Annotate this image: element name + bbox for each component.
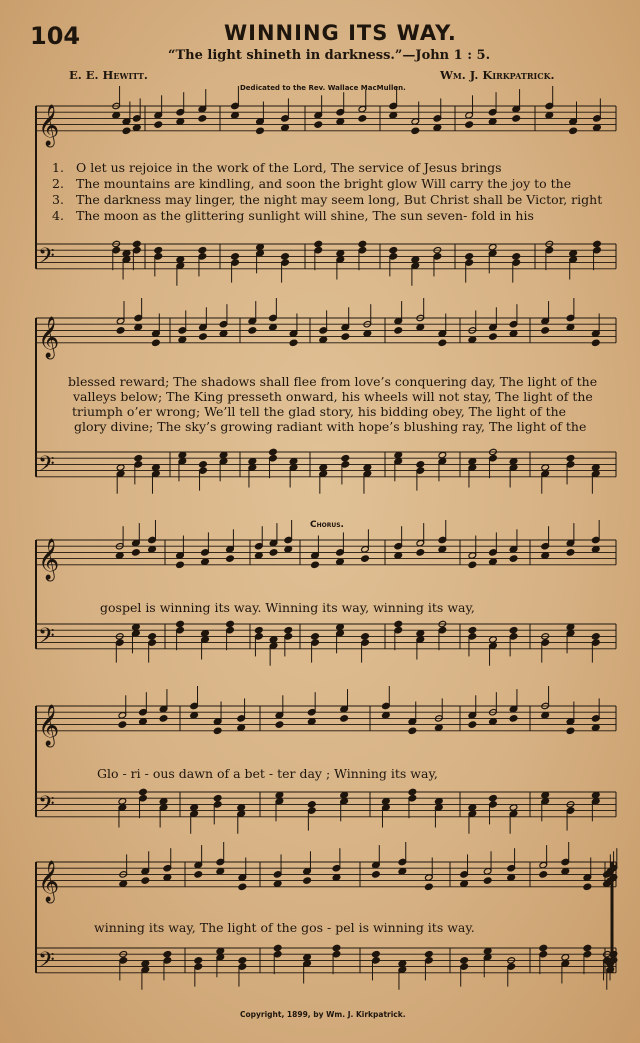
- note-head: [190, 712, 199, 719]
- note-head: [507, 874, 516, 881]
- note-head: [275, 721, 284, 728]
- note-head: [566, 549, 575, 556]
- note-head: [255, 552, 264, 559]
- note-head: [435, 724, 444, 731]
- note-head: [256, 243, 265, 250]
- note-head: [178, 451, 187, 458]
- note-head: [539, 944, 548, 951]
- note-head: [372, 871, 381, 878]
- note-head: [408, 727, 417, 734]
- note-head: [394, 620, 403, 627]
- verse-1-continuation: blessed reward; The shadows shall flee from love’s conquering day, The light of the: [68, 374, 598, 389]
- note-head: [154, 121, 163, 128]
- note-head: [591, 546, 600, 553]
- note-head: [269, 324, 278, 331]
- note-head: [509, 627, 518, 634]
- note-head: [152, 464, 161, 471]
- note-head: [141, 960, 150, 967]
- note-head: [237, 804, 246, 811]
- note-head: [118, 798, 127, 805]
- note-head: [566, 324, 575, 331]
- dedication-line: Dedicated to the Rev. Wallace MacMullen.: [240, 84, 406, 92]
- note-head: [593, 124, 602, 131]
- note-head: [201, 558, 210, 565]
- note-head: [311, 633, 320, 640]
- note-head: [489, 718, 498, 725]
- page-number: 104: [30, 22, 81, 50]
- note-head: [134, 324, 143, 331]
- note-head: [152, 339, 161, 346]
- note-head: [416, 549, 425, 556]
- note-head: [489, 636, 498, 643]
- note-head: [115, 552, 124, 559]
- note-head: [460, 957, 469, 964]
- note-head: [394, 552, 403, 559]
- note-head: [314, 240, 323, 247]
- note-head: [226, 620, 235, 627]
- note-head: [433, 124, 442, 131]
- lyricist-credit: E. E. Hewitt.: [69, 68, 148, 82]
- note-head: [341, 333, 350, 340]
- note-head: [541, 464, 550, 471]
- note-head: [489, 558, 498, 565]
- note-head: [398, 960, 407, 967]
- note-head: [281, 124, 290, 131]
- note-head: [178, 336, 187, 343]
- note-head: [311, 561, 320, 568]
- note-head: [591, 339, 600, 346]
- note-head: [163, 874, 172, 881]
- clef-glyph: 𝄞: [38, 104, 60, 146]
- note-head: [176, 118, 185, 125]
- note-head: [201, 630, 210, 637]
- note-head: [289, 458, 298, 465]
- note-head: [255, 627, 264, 634]
- note-head: [132, 240, 141, 247]
- note-head: [488, 243, 497, 250]
- note-head: [566, 623, 575, 630]
- note-head: [489, 333, 498, 340]
- note-head: [154, 247, 163, 254]
- note-head: [591, 464, 600, 471]
- note-head: [561, 954, 570, 961]
- note-head: [216, 868, 225, 875]
- note-head: [382, 712, 391, 719]
- note-head: [132, 124, 141, 131]
- note-head: [336, 623, 345, 630]
- note-head: [394, 451, 403, 458]
- note-head: [319, 336, 328, 343]
- clef-glyph: 𝄢: [38, 451, 55, 482]
- note-head: [569, 127, 578, 134]
- note-head: [394, 327, 403, 334]
- clef-glyph: 𝄢: [38, 243, 55, 274]
- note-head: [509, 330, 518, 337]
- note-head: [363, 464, 372, 471]
- note-head: [307, 801, 316, 808]
- note-head: [340, 791, 349, 798]
- note-head: [238, 883, 247, 890]
- chorus-label: Chorus.: [310, 520, 344, 530]
- note-head: [389, 247, 398, 254]
- verse-3-continuation: triumph o’er wrong; We’ll tell the glad story, his bidding obey, The light of the: [72, 404, 567, 419]
- note-head: [163, 951, 172, 958]
- note-head: [512, 115, 521, 122]
- composer-credit: Wm. J. Kirkpatrick.: [440, 68, 555, 82]
- note-head: [539, 871, 548, 878]
- note-head: [541, 552, 550, 559]
- note-head: [541, 327, 550, 334]
- note-head: [332, 874, 341, 881]
- verse-3-line: 3. The darkness may linger, the night may seem long, But Christ shall be Victor, right: [52, 192, 603, 207]
- note-head: [199, 461, 208, 468]
- lyrics-line-3: gospel is winning its way. Winning its way, winning its way,: [100, 600, 475, 615]
- note-head: [194, 871, 203, 878]
- note-head: [116, 327, 125, 334]
- note-head: [425, 951, 434, 958]
- note-head: [248, 327, 257, 334]
- note-head: [340, 715, 349, 722]
- note-head: [593, 240, 602, 247]
- note-head: [132, 549, 141, 556]
- note-head: [468, 804, 477, 811]
- note-head: [119, 880, 128, 887]
- note-head: [281, 253, 290, 260]
- note-head: [269, 636, 278, 643]
- note-head: [112, 112, 121, 119]
- note-head: [358, 240, 367, 247]
- note-head: [509, 555, 518, 562]
- note-head: [122, 250, 131, 257]
- note-head: [341, 455, 350, 462]
- note-head: [416, 461, 425, 468]
- note-head: [248, 458, 257, 465]
- note-head: [194, 957, 203, 964]
- note-head: [358, 115, 367, 122]
- note-head: [591, 633, 600, 640]
- note-head: [199, 333, 208, 340]
- note-head: [468, 458, 477, 465]
- note-head: [336, 558, 345, 565]
- verse-2-continuation: valleys below; The King presseth onward, his wheels will not stay, The light of the: [73, 389, 593, 404]
- note-head: [198, 247, 207, 254]
- note-head: [569, 250, 578, 257]
- note-head: [468, 627, 477, 634]
- note-head: [460, 880, 469, 887]
- note-head: [336, 118, 345, 125]
- note-head: [307, 718, 316, 725]
- note-head: [139, 788, 148, 795]
- verse-1-line: 1. O let us rejoice in the work of the Lord, The service of Jesus brings: [52, 160, 502, 175]
- lyrics-line-5: winning its way, The light of the gos - pel is winning its way.: [94, 920, 475, 935]
- note-head: [372, 951, 381, 958]
- note-head: [489, 795, 498, 802]
- note-head: [408, 788, 417, 795]
- note-head: [139, 718, 148, 725]
- note-head: [425, 883, 434, 890]
- scripture-epigraph: “The light shineth in darkness.”—John 1 : 5.: [168, 48, 491, 63]
- clef-glyph: 𝄞: [38, 316, 60, 358]
- lyrics-line-4: Glo - ri - ous dawn of a bet - ter day ; Winning its way,: [97, 766, 438, 781]
- note-head: [190, 804, 199, 811]
- copyright-notice: Copyright, 1899, by Wm. J. Kirkpatrick.: [240, 1010, 406, 1019]
- note-head: [141, 877, 150, 884]
- note-head: [198, 115, 207, 122]
- note-head: [416, 630, 425, 637]
- note-head: [238, 957, 247, 964]
- note-head: [438, 546, 447, 553]
- verse-4-line: 4. The moon as the glittering sunlight will shine, The sun seven- fold in his: [52, 208, 534, 223]
- note-head: [319, 464, 328, 471]
- clef-glyph: 𝄞: [38, 860, 60, 902]
- note-head: [284, 627, 293, 634]
- note-head: [134, 455, 143, 462]
- note-head: [363, 330, 372, 337]
- note-head: [465, 121, 474, 128]
- note-head: [213, 795, 222, 802]
- note-head: [483, 877, 492, 884]
- note-head: [332, 944, 341, 951]
- note-head: [176, 620, 185, 627]
- note-head: [438, 339, 447, 346]
- note-head: [213, 727, 222, 734]
- note-head: [465, 253, 474, 260]
- clef-glyph: 𝄢: [38, 791, 55, 822]
- note-head: [336, 250, 345, 257]
- note-head: [269, 549, 278, 556]
- note-head: [116, 464, 125, 471]
- note-head: [591, 791, 600, 798]
- note-head: [226, 555, 235, 562]
- hymn-title: WINNING ITS WAY.: [224, 21, 457, 45]
- note-head: [237, 724, 246, 731]
- note-head: [483, 947, 492, 954]
- note-head: [275, 791, 284, 798]
- note-head: [416, 324, 425, 331]
- note-head: [219, 330, 228, 337]
- note-head: [389, 112, 398, 119]
- note-head: [468, 336, 477, 343]
- note-head: [509, 458, 518, 465]
- note-head: [132, 623, 141, 630]
- note-head: [382, 798, 391, 805]
- note-head: [541, 791, 550, 798]
- note-head: [273, 944, 282, 951]
- note-head: [361, 555, 370, 562]
- note-head: [231, 253, 240, 260]
- note-head: [303, 954, 312, 961]
- note-head: [231, 112, 240, 119]
- note-head: [411, 127, 420, 134]
- clef-glyph: 𝄞: [38, 704, 60, 746]
- note-head: [545, 112, 554, 119]
- note-head: [435, 798, 444, 805]
- note-head: [583, 883, 592, 890]
- note-head: [289, 339, 298, 346]
- note-head: [509, 715, 518, 722]
- note-head: [361, 633, 370, 640]
- note-head: [118, 721, 127, 728]
- note-head: [468, 721, 477, 728]
- verse-2-line: 2. The mountains are kindling, and soon the bright glow Will carry the joy to the: [52, 176, 572, 191]
- note-head: [303, 877, 312, 884]
- note-head: [314, 121, 323, 128]
- note-head: [219, 451, 228, 458]
- note-head: [256, 127, 265, 134]
- note-head: [411, 256, 420, 263]
- clef-glyph: 𝄢: [38, 947, 55, 978]
- note-head: [488, 118, 497, 125]
- note-head: [398, 868, 407, 875]
- note-head: [541, 712, 550, 719]
- note-head: [159, 715, 168, 722]
- note-head: [566, 727, 575, 734]
- note-head: [148, 633, 157, 640]
- note-head: [176, 256, 185, 263]
- note-head: [269, 448, 278, 455]
- note-head: [216, 947, 225, 954]
- clef-glyph: 𝄢: [38, 623, 55, 654]
- note-head: [512, 253, 521, 260]
- note-head: [509, 804, 518, 811]
- note-head: [468, 561, 477, 568]
- note-head: [438, 451, 447, 458]
- note-head: [148, 546, 157, 553]
- note-head: [273, 880, 282, 887]
- verse-4-continuation: glory divine; The sky’s growing radiant with hope’s blushing ray, The light of the: [74, 419, 587, 434]
- note-head: [561, 868, 570, 875]
- note-head: [122, 127, 131, 134]
- clef-glyph: 𝄞: [38, 538, 60, 580]
- note-head: [176, 561, 185, 568]
- note-head: [591, 724, 600, 731]
- note-head: [284, 546, 293, 553]
- note-head: [566, 455, 575, 462]
- note-head: [583, 944, 592, 951]
- note-head: [159, 798, 168, 805]
